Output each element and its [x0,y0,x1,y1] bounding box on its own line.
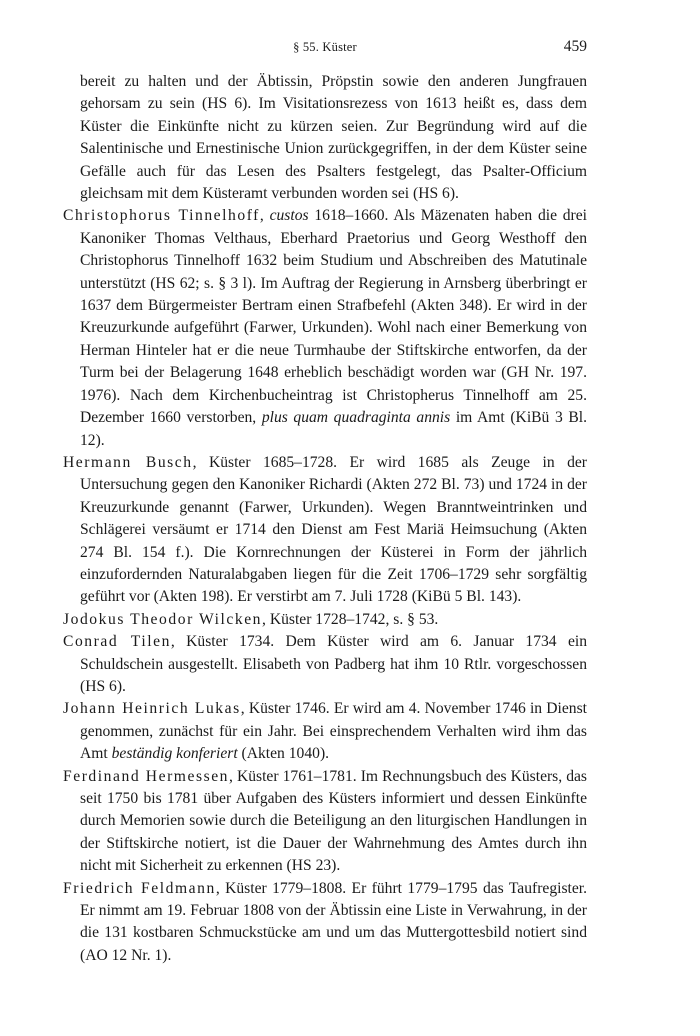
entry-conrad-tilen [63,631,587,698]
entry-text: 1618–1660. Als Mäzenaten haben die drei Kanoniker Thomas Velthaus, Eberhard Praetorius und Georg Westhoff den Christophorus Tinnelhoff 1632 beim Studium und Abschreiben des Matutinale unterstützt (HS 62; s. § 3 l). Im Auftrag der Regierung in Arnsberg überbringt er 1637 dem Bürgermeister Bertram einen Strafbefehl (Akten 348). Er wird in der Kreuzurkunde aufgeführt (Farwer, Urkunden). Wohl nach einer Bemerkung von Herman Hinteler hat er die neue Turmhaube der Stiftskirche entworfen, da der Turm bei der Belagerung 1648 erheblich beschädigt worden war (GH Nr. 197. 1976). Nach dem Kirchenbucheintrag ist Christopherus Tinnelhoff am 25. Dezember 1660 verstorben, [80,207,588,427]
entry-latin-term: custos [269,207,309,225]
entry-friedrich-feldmann [63,878,587,968]
page-number: 459 [563,38,587,55]
entry-text: , [259,207,270,225]
page-header [63,38,587,62]
running-head: § 55. Küster [293,40,357,54]
entry-text: , Küster 1685–1728. Er wird 1685 als Zeuge in der Untersuchung gegen den Kanoniker Richardi (Akten 272 Bl. 73) und 1724 in der Kreuzurkunde genannt (Farwer, Urkunden). Wegen Branntweintrinken und Schlägerei versäumt er 1714 den Dienst am Fest Mariä Heimsuchung (Akten 274 Bl. 154 f.). Die Kornrechnungen der Küsterei in Form der jährlich einzufordernden Naturalabgaben liegen für die Zeit 1706–1729 sehr sorgfältig geführt vor (Akten 198). Er verstirbt am 7. Juli 1728 (KiBü 5 Bl. 143). [80,453,587,606]
entry-text: , Küster 1728–1742, s. § 53. [262,610,439,628]
entry-hermann-busch [63,452,587,609]
entry-johann-heinrich-lukas [63,698,587,765]
entry-text: , Küster 1779–1808. Er führt 1779–1795 das Taufregister. Er nimmt am 19. Februar 1808 von der Äbtissin eine Liste in Verwahrung, in der die 131 kostbaren Schmuckstücke am und um das Muttergottesbild notiert sind (AO 12 Nr. 1). [80,879,587,964]
entry-ferdinand-hermessen [63,766,587,878]
entry-jodokus-theodor-wilcken [63,609,587,631]
entry-text: , Küster 1746. Er wird am 4. November 1746 in Dienst genommen, zunächst für ein Jahr. Bei einsprechendem Verhalten wird ihm das Amt [80,700,587,763]
entry-text: im Amt (KiBü 3 Bl. 12). [80,409,587,449]
entry-text: (Akten 1040). [237,745,330,763]
entry-name: Johann Heinrich Lukas [63,700,241,718]
body-text [63,71,587,967]
entry-name: Friedrich Feldmann [63,879,216,897]
entry-text: , Küster 1734. Dem Küster wird am 6. Januar 1734 ein Schuldschein ausgestellt. Elisabeth von Padberg hat ihm 10 Rtlr. vorgeschossen (HS 6). [80,633,587,695]
entry-italic-phrase: beständig konferiert [111,745,238,763]
entry-name: Ferdinand Hermessen [63,767,230,785]
entry-name: Conrad Tilen [63,633,171,651]
entry-name: Christophorus Tinnelhoff [63,207,260,225]
entry-name: Hermann Busch [63,453,193,471]
entry-christophorus-tinnelhoff [63,205,587,451]
entry-name: Jodokus Theodor Wilcken [63,610,263,628]
continued-paragraph: bereit zu halten und der Äbtissin, Pröpstin sowie den anderen Jungfrauen gehorsam zu sein (HS 6). Im Visitationsrezess von 1613 heißt es, dass dem Küster die Einkünfte nicht zu kürzen seien. Zur Begründung wird auf die Salentinische und Ernestinische Union zurückgegriffen, in der dem Küster seine Gefälle auch für das Lesen des Psalters festgelegt, das Psalter-Officium gleichsam mit dem Küsteramt verbunden worden sei (HS 6). [80,73,587,203]
entry-latin-quote: plus quam quadraginta annis [261,409,451,427]
entry-text: , Küster 1761–1781. Im Rechnungsbuch des Küsters, das seit 1750 bis 1781 über Aufgaben des Küsters informiert und dessen Einkünfte durch Memorien sowie durch die Beteiligung an den liturgischen Handlungen in der Stiftskirche notiert, ist die Dauer der Wahrnehmung des Amtes durch ihn nicht mit Sicherheit zu erkennen (HS 23). [80,767,587,875]
